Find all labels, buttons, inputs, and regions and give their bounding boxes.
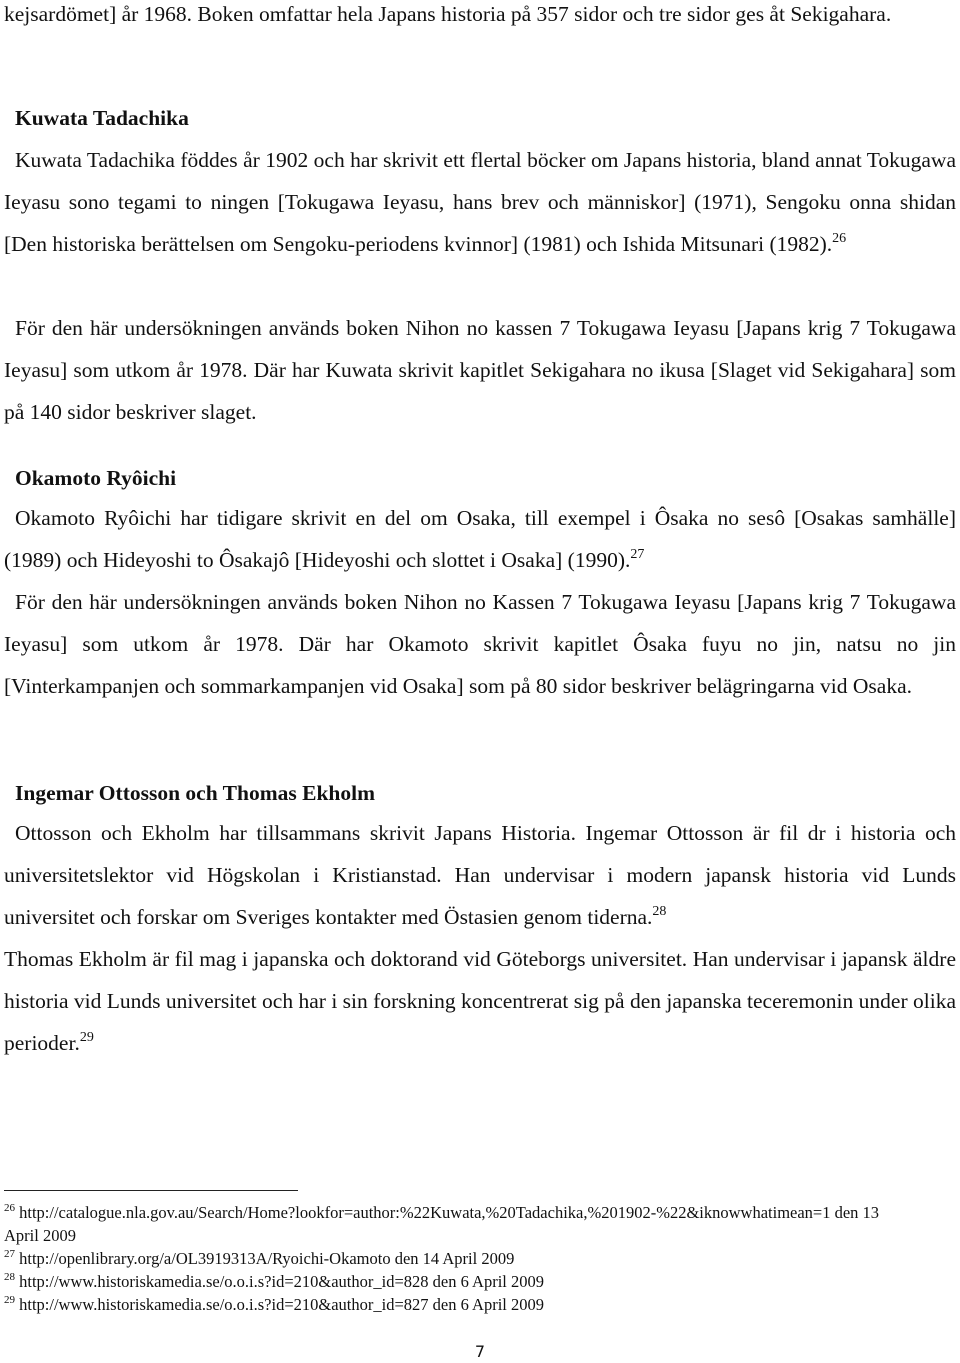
paragraph-ottosson: [4, 812, 956, 938]
paragraph-text: Kuwata Tadachika föddes år 1902 och har skrivit ett flertal böcker om Japans historia, bland annat Tokugawa Ieyasu sono tegami to ningen [Tokugawa Ieyasu, hans brev och människor] (1971), Sengoku onna shidan [Den historiska berättelsen om Sengoku-periodens kvinnor] (1981) och Ishida Mitsunari (1982).: [4, 148, 956, 256]
footnote-26: [4, 1201, 904, 1247]
footnote-separator: [4, 1190, 298, 1191]
footnote-28: [4, 1270, 904, 1293]
paragraph-ekholm: [4, 938, 956, 1064]
footnote-text: http://www.historiskamedia.se/o.o.i.s?id=210&author_id=828 den 6 April 2009: [19, 1272, 544, 1291]
footnote-number: 26: [4, 1202, 15, 1214]
paragraph-text: Ottosson och Ekholm har tillsammans skrivit Japans Historia. Ingemar Ottosson är fil dr i historia och universitetslektor vid Högskolan i Kristianstad. Han undervisar i modern japansk historia vid Lunds universitet och forskar om Sveriges kontakter med Östasien genom tiderna.: [4, 821, 956, 929]
section-heading-kuwata: Kuwata Tadachika: [15, 106, 189, 130]
footnote-number: 28: [4, 1271, 15, 1283]
footnote-text: http://catalogue.nla.gov.au/Search/Home?lookfor=author:%22Kuwata,%20Tadachika,%201902-%22&iknowwhatimean=1 den 13 April 2009: [4, 1203, 880, 1245]
section-heading-ottosson-ekholm: Ingemar Ottosson och Thomas Ekholm: [15, 781, 375, 805]
footnote-ref-29: 29: [79, 1030, 94, 1045]
footnote-27: [4, 1247, 904, 1270]
paragraph-kuwata-source: För den här undersökningen används boken Nihon no kassen 7 Tokugawa Ieyasu [Japans krig 7 Tokugawa Ieyasu] som utkom år 1978. Där har Kuwata skrivit kapitlet Sekigahara no ikusa [Slaget vid Sekigahara] som på 140 sidor beskriver slaget.: [4, 316, 956, 424]
section-heading-okamoto: Okamoto Ryôichi: [15, 466, 177, 490]
footnotes: [4, 1201, 904, 1316]
footnote-number: 29: [4, 1294, 15, 1306]
intro-paragraph: kejsardömet] år 1968. Boken omfattar hela Japans historia på 357 sidor och tre sidor ges åt Sekigahara.: [4, 2, 892, 26]
paragraph-kuwata-bio: [4, 139, 956, 265]
footnote-29: [4, 1293, 904, 1316]
footnote-text: http://www.historiskamedia.se/o.o.i.s?id=210&author_id=827 den 6 April 2009: [19, 1295, 544, 1314]
paragraph-text: Thomas Ekholm är fil mag i japanska och doktorand vid Göteborgs universitet. Han undervisar i japansk äldre historia vid Lunds universitet och har i sin forskning koncentrerat sig på den japanska teceremonin under olika perioder.: [4, 947, 956, 1055]
footnote-number: 27: [4, 1248, 15, 1260]
paragraph-text: Okamoto Ryôichi har tidigare skrivit en del om Osaka, till exempel i Ôsaka no sesô [Osakas samhälle] (1989) och Hideyoshi to Ôsakajô [Hideyoshi och slottet i Osaka] (1990).: [4, 506, 956, 572]
paragraph-okamoto-bio: [4, 497, 956, 581]
paragraph-okamoto-source: För den här undersökningen används boken Nihon no Kassen 7 Tokugawa Ieyasu [Japans krig 7 Tokugawa Ieyasu] som utkom år 1978. Där har Okamoto skrivit kapitlet Ôsaka fuyu no jin, natsu no jin [Vinterkampanjen och sommarkampanjen vid Osaka] som på 80 sidor beskriver belägringarna vid Osaka.: [4, 590, 956, 698]
page-number: 7: [474, 1342, 486, 1361]
footnote-ref-27: 27: [630, 547, 645, 562]
footnote-ref-26: 26: [832, 231, 847, 246]
footnote-text: http://openlibrary.org/a/OL3919313A/Ryoichi-Okamoto den 14 April 2009: [19, 1249, 515, 1268]
footnote-ref-28: 28: [652, 904, 667, 919]
